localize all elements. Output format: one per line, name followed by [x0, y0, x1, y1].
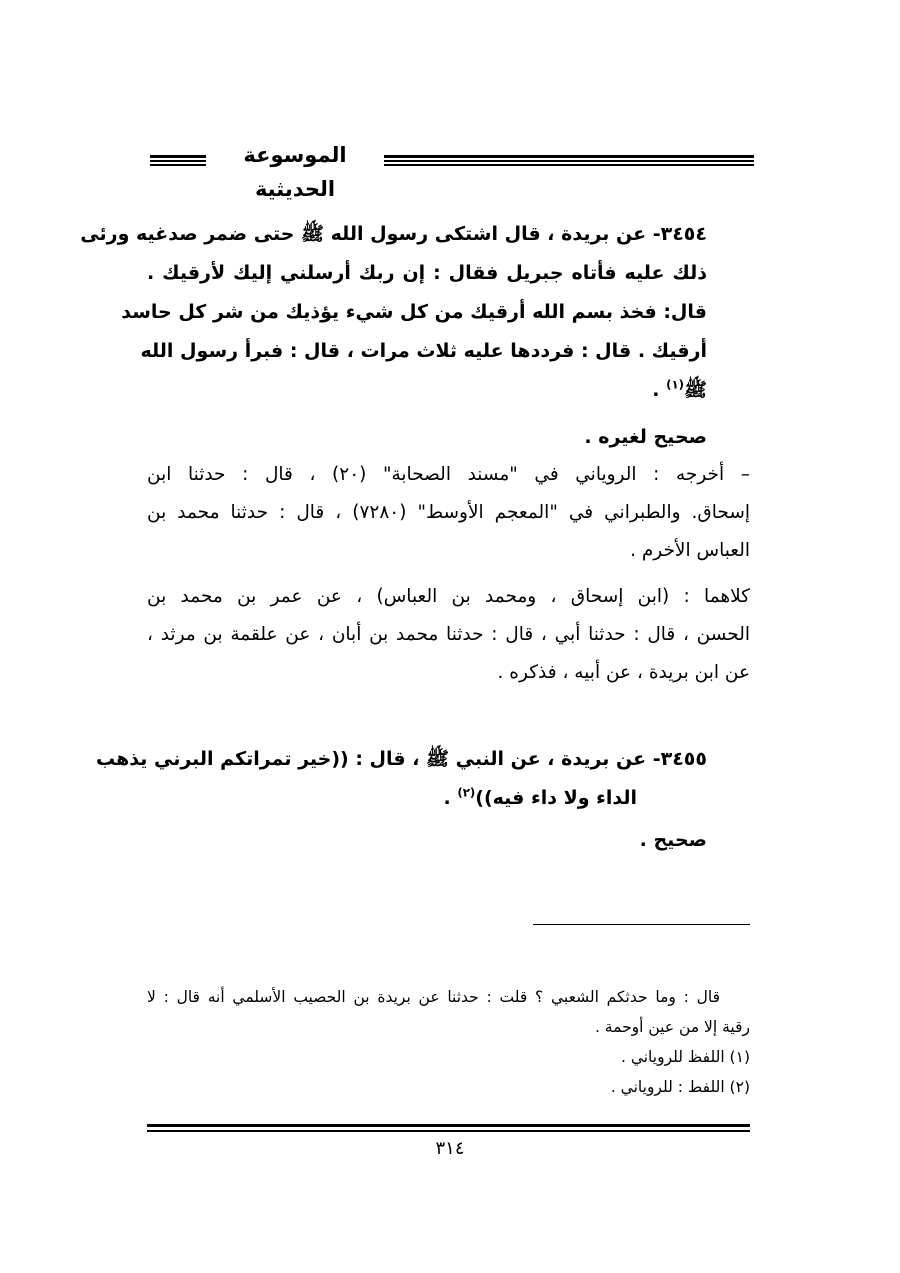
- footnotes: [147, 982, 750, 1102]
- hadith-text: .: [652, 379, 667, 401]
- hadith-line: ٣٤٥٥- عن بريدة ، عن النبي ﷺ ، قال : ((خير تمراتكم البرني يذهب: [95, 748, 707, 770]
- takhreej-line: – أخرجه : الروياني في "مسند الصحابة" (٢٠) ، قال : حدثنا ابن: [147, 464, 750, 485]
- hadith-text: الداء ولا داء فيه)): [475, 787, 637, 809]
- isnad-paragraph: [147, 578, 750, 692]
- header-rule-right: [150, 155, 206, 166]
- takhreej-line: إسحاق. والطبراني في "المعجم الأوسط" (٧٢٨٠) ، قال : حدثنا محمد بن: [147, 502, 750, 523]
- footnote-continuation: قال : وما حدثكم الشعبي ؟ قلت : حدثنا عن بريدة بن الحصيب الأسلمي أنه قال : لا: [147, 988, 720, 1006]
- hadith-line: [147, 371, 707, 410]
- hadith-line: أرقيك . قال : فرددها عليه ثلاث مرات ، قال : فبرأ رسول الله: [140, 340, 707, 362]
- hadith-text: ﷺ: [684, 379, 707, 401]
- footnote-ref: (٢): [457, 785, 476, 800]
- running-header-title: الموسوعة الحديثية: [243, 143, 347, 201]
- footnote-item: (١) اللفظ للروياني .: [620, 1048, 750, 1066]
- takhreej-line: العباس الأخرم .: [630, 540, 750, 561]
- footer-rule: [147, 1124, 750, 1132]
- footnote-continuation: رقية إلا من عين أوحمة .: [594, 1018, 750, 1036]
- footnote-separator: [533, 924, 750, 925]
- hadith-3454: [80, 215, 707, 410]
- header-rule-left: [384, 155, 754, 166]
- isnad-line: كلاهما : (ابن إسحاق ، ومحمد بن العباس) ، عن عمر بن محمد بن: [147, 586, 750, 607]
- takhreej-paragraph: [147, 456, 750, 570]
- isnad-line: الحسن ، قال : حدثنا أبي ، قال : حدثنا محمد بن أبان ، عن علقمة بن مرثد ،: [147, 624, 750, 645]
- isnad-line: عن ابن بريدة ، عن أبيه ، فذكره .: [497, 662, 750, 683]
- hadith-line: ذلك عليه فأتاه جبريل فقال : إن ربك أرسلني إليك لأرقيك .: [147, 262, 707, 284]
- hadith-grade: صحيح .: [639, 829, 707, 851]
- hadith-line: ٣٤٥٤- عن بريدة ، قال اشتكى رسول الله ﷺ حتى ضمر صدغيه ورئى: [80, 223, 707, 245]
- hadith-line: [147, 779, 707, 818]
- page-number: ٣١٤: [435, 1138, 465, 1159]
- footnote-ref: (١): [666, 377, 685, 392]
- hadith-grade: صحيح لغيره .: [584, 426, 707, 448]
- hadith-line: قال: فخذ بسم الله أرقيك من كل شيء يؤذيك من شر كل حاسد: [121, 301, 707, 323]
- hadith-3455: [95, 740, 707, 818]
- hadith-text: .: [443, 787, 458, 809]
- footnote-item: (٢) اللفط : للروياني .: [610, 1078, 750, 1096]
